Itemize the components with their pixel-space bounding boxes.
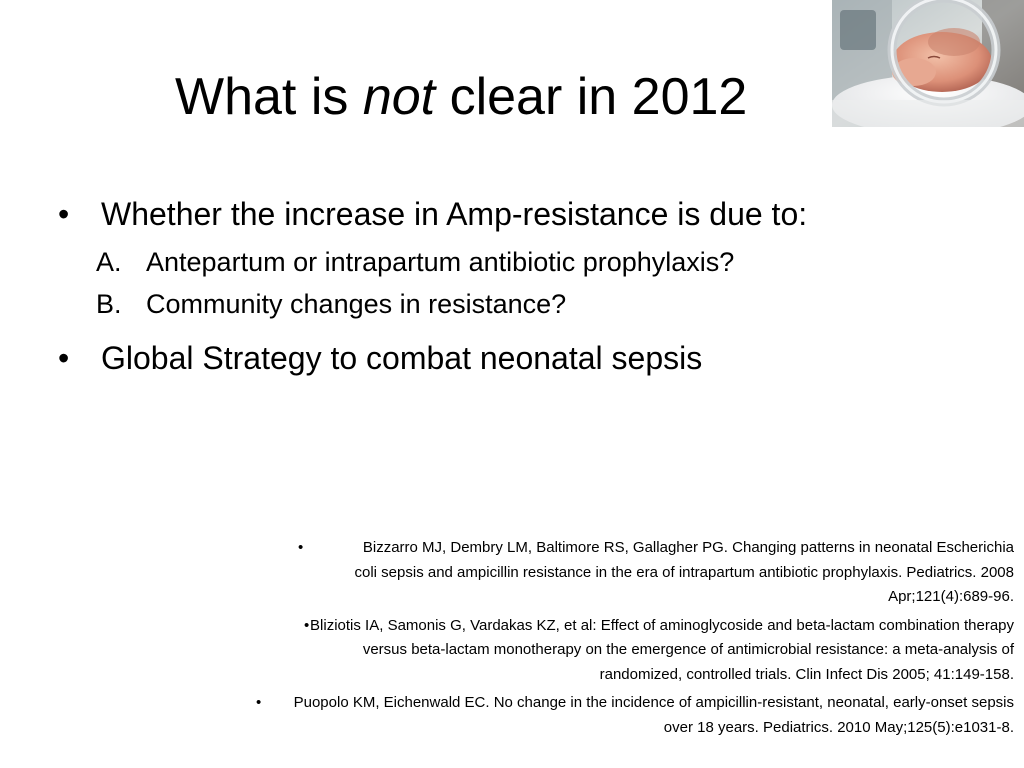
sub-bullet-text: Antepartum or intrapartum antibiotic prophylaxis? (146, 247, 735, 277)
bullet-item (58, 190, 978, 238)
reference-item (250, 691, 1014, 740)
reference-item (250, 536, 1014, 610)
reference-bullet: • (304, 616, 310, 634)
references (250, 536, 1014, 744)
bullet-item (58, 334, 978, 382)
bullet-marker: • (58, 196, 70, 232)
reference-text: Bliziotis IA, Samonis G, Vardakas KZ, et al: Effect of aminoglycoside and beta-lactam combination therapy versus beta-lactam monotherapy on the emergence of antimicrobial resistance: a meta-analysis of randomized, controlled trials. Clin Infect Dis 2005; 41:149-158. (310, 616, 1014, 683)
sub-bullet-item (58, 284, 978, 324)
reference-bullet: • (256, 694, 262, 711)
reference-bullet: • (298, 539, 304, 556)
slide-title (175, 62, 747, 132)
reference-item (250, 614, 1014, 688)
title-suffix: clear in 2012 (435, 68, 748, 126)
sub-bullet-text: Community changes in resistance? (146, 289, 567, 319)
reference-text: Bizzarro MJ, Dembry LM, Baltimore RS, Gallagher PG. Changing patterns in neonatal Escherichia coli sepsis and ampicillin resistance in the era of intrapartum antibiotic prophylaxis. Pediatrics. 2008 Apr;121(4):689-96. (354, 539, 1014, 605)
reference-text: Puopolo KM, Eichenwald EC. No change in the incidence of ampicillin-resistant, neonatal, early-onset sepsis over 18 years. Pediatrics. 2010 May;125(5):e1031-8. (293, 694, 1014, 736)
bullet-marker: • (58, 340, 70, 376)
bullet-list (58, 190, 978, 382)
sub-bullet-marker: A. (96, 247, 122, 277)
sub-bullet-marker: B. (96, 289, 122, 319)
newborn-incubator-photo (832, 0, 1024, 127)
title-prefix: What is (175, 68, 363, 126)
bullet-text: Global Strategy to combat neonatal sepsis (101, 340, 703, 376)
sub-bullet-item (58, 242, 978, 282)
bullet-text: Whether the increase in Amp-resistance is due to: (101, 196, 808, 232)
title-emphasis: not (362, 68, 436, 126)
